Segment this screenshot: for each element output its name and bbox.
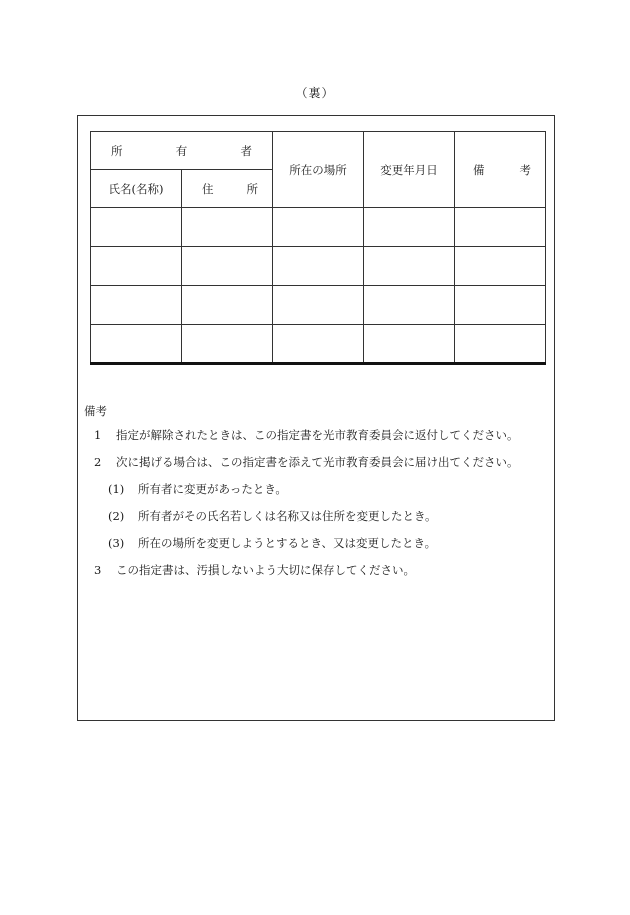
header-owner: 所 有 者 xyxy=(91,132,273,170)
table-cell xyxy=(91,208,182,247)
note-subitem xyxy=(84,482,549,496)
note-subnumber: (1) xyxy=(108,482,125,496)
notes-title: 備考 xyxy=(84,404,107,418)
note-item xyxy=(84,563,549,577)
note-number: 2 xyxy=(94,455,102,469)
table-cell xyxy=(182,208,273,247)
table-cell xyxy=(455,208,546,247)
table-cell xyxy=(273,208,364,247)
table-cell xyxy=(455,286,546,325)
note-subtext: 所有者がその氏名若しくは名称又は住所を変更したとき。 xyxy=(138,509,437,523)
header-location: 所在の場所 xyxy=(273,132,364,208)
table-cell xyxy=(364,325,455,364)
table-cell xyxy=(91,325,182,364)
note-text: 次に掲げる場合は、この指定書を添えて光市教育委員会に届け出てください。 xyxy=(116,455,519,469)
table-row xyxy=(91,286,546,325)
note-subnumber: (3) xyxy=(108,536,125,550)
table-row xyxy=(91,247,546,286)
note-item xyxy=(84,428,549,442)
table-body xyxy=(91,208,546,364)
note-number: 3 xyxy=(94,563,102,577)
page-caption: （裏） xyxy=(295,86,335,100)
note-item xyxy=(84,455,549,469)
table-cell xyxy=(273,247,364,286)
header-change-date: 変更年月日 xyxy=(364,132,455,208)
table-cell xyxy=(273,286,364,325)
table-row xyxy=(91,208,546,247)
owner-registry-table xyxy=(90,131,546,365)
table-cell xyxy=(364,208,455,247)
note-subtext: 所有者に変更があったとき。 xyxy=(138,482,287,496)
table-cell xyxy=(182,325,273,364)
table-cell xyxy=(455,325,546,364)
table-cell xyxy=(182,247,273,286)
note-number: 1 xyxy=(94,428,102,442)
table-cell xyxy=(364,247,455,286)
header-remarks: 備 考 xyxy=(455,132,546,208)
table-cell xyxy=(364,286,455,325)
notes-section xyxy=(84,404,549,590)
note-text: 指定が解除されたときは、この指定書を光市教育委員会に返付してください。 xyxy=(116,428,519,442)
note-subnumber: (2) xyxy=(108,509,125,523)
table-cell xyxy=(182,286,273,325)
table-row xyxy=(91,325,546,364)
note-subitem xyxy=(84,509,549,523)
table-cell xyxy=(91,247,182,286)
header-owner-name: 氏名(名称) xyxy=(91,170,182,208)
note-subtext: 所在の場所を変更しようとするとき、又は変更したとき。 xyxy=(138,536,437,550)
note-text: この指定書は、汚損しないよう大切に保存してください。 xyxy=(116,563,415,577)
table-cell xyxy=(455,247,546,286)
table-cell xyxy=(91,286,182,325)
form-frame xyxy=(77,115,555,721)
table-cell xyxy=(273,325,364,364)
note-subitem xyxy=(84,536,549,550)
header-owner-address: 住 所 xyxy=(182,170,273,208)
